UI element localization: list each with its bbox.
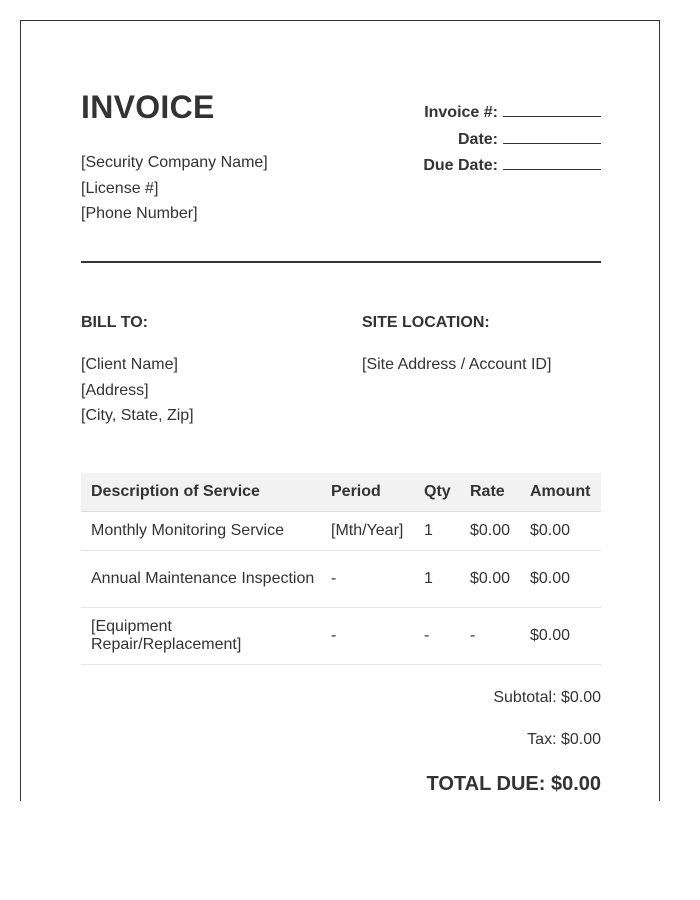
cell-amount: $0.00 — [520, 512, 601, 551]
invoice-page — [20, 20, 660, 801]
company-name: [Security Company Name] — [81, 154, 268, 171]
cell-period: - — [321, 608, 414, 665]
table-row — [81, 608, 601, 665]
invoice-number-label: Invoice #: — [424, 104, 498, 121]
cell-rate: $0.00 — [460, 512, 520, 551]
company-phone: [Phone Number] — [81, 205, 198, 222]
cell-amount: $0.00 — [520, 551, 601, 608]
cell-description: [Equipment Repair/Replacement] — [81, 608, 321, 665]
client-address: [Address] — [81, 381, 149, 399]
client-name: [Client Name] — [81, 356, 178, 373]
company-license: [License #] — [81, 179, 159, 197]
total-due: TOTAL DUE: $0.00 — [426, 773, 601, 795]
invoice-number-blank[interactable] — [503, 99, 601, 117]
table-row — [81, 551, 601, 608]
site-location-heading: SITE LOCATION: — [362, 314, 490, 331]
header-divider — [81, 261, 601, 263]
due-date-blank[interactable] — [503, 152, 601, 170]
site-location-details — [362, 352, 551, 378]
invoice-date-blank[interactable] — [503, 126, 601, 144]
cell-qty: 1 — [414, 551, 460, 608]
cell-rate: $0.00 — [460, 551, 520, 608]
subtotal: Subtotal: $0.00 — [493, 689, 601, 706]
column-header-description: Description of Service — [81, 473, 321, 512]
company-info — [81, 150, 268, 227]
cell-rate: - — [460, 608, 520, 665]
cell-period: - — [321, 551, 414, 608]
bill-to-details — [81, 352, 194, 429]
column-header-qty: Qty — [414, 473, 460, 512]
site-address: [Site Address / Account ID] — [362, 356, 552, 373]
table-header-row — [81, 473, 601, 512]
cell-period: [Mth/Year] — [321, 512, 414, 551]
bill-to-heading: BILL TO: — [81, 314, 148, 331]
due-date-label: Due Date: — [423, 157, 498, 174]
invoice-meta — [423, 99, 601, 179]
table-row — [81, 512, 601, 551]
cell-description: Annual Maintenance Inspection — [81, 551, 321, 608]
tax: Tax: $0.00 — [527, 731, 601, 748]
invoice-title: INVOICE — [81, 89, 215, 125]
services-table — [81, 473, 601, 665]
invoice-date-row — [423, 126, 601, 153]
client-city-state-zip: [City, State, Zip] — [81, 407, 194, 424]
cell-amount: $0.00 — [520, 608, 601, 665]
column-header-rate: Rate — [460, 473, 520, 512]
invoice-number-row — [423, 99, 601, 126]
cell-description: Monthly Monitoring Service — [81, 512, 321, 551]
column-header-amount: Amount — [520, 473, 601, 512]
column-header-period: Period — [321, 473, 414, 512]
due-date-row — [423, 152, 601, 179]
invoice-date-label: Date: — [457, 130, 498, 148]
cell-qty: - — [414, 608, 460, 665]
cell-qty: 1 — [414, 512, 460, 551]
